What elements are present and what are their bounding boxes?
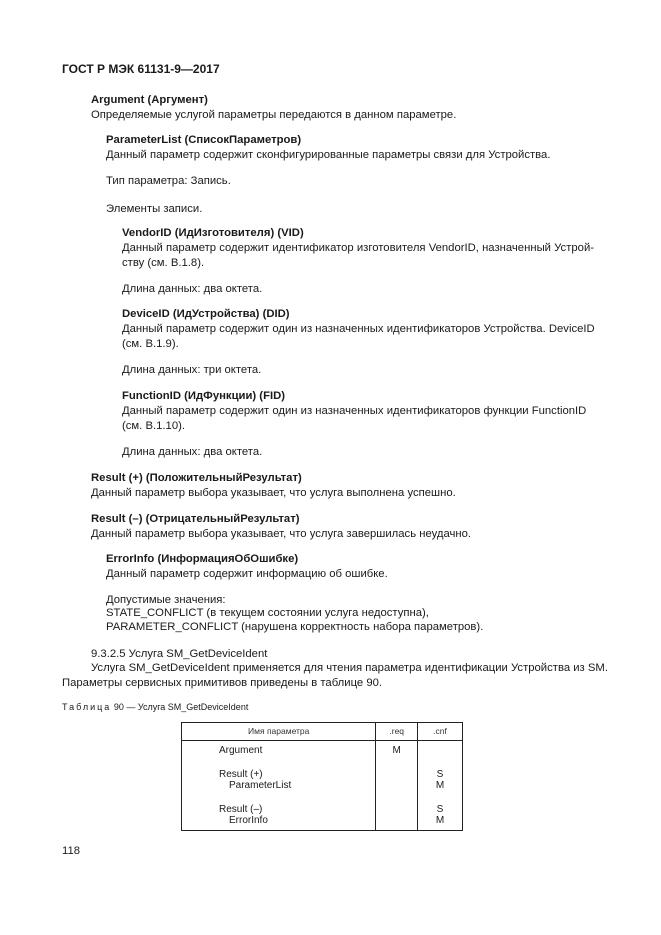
result-positive-title: Result (+) (ПоложительныйРезультат)	[91, 472, 302, 484]
error-info-title: ErrorInfo (ИнформацияОбОшибке)	[106, 553, 299, 565]
device-id-text-line2: (см. B.1.9).	[122, 338, 179, 350]
table-row	[182, 815, 463, 830]
row-req	[376, 792, 418, 816]
parameter-list-text: Данный параметр содержит сконфигурированные параметры связи для Устройства.	[106, 149, 551, 161]
function-id-length: Длина данных: два октета.	[122, 446, 263, 458]
table-row	[182, 757, 463, 781]
table-row	[182, 792, 463, 816]
vendor-id-title: VendorID (ИдИзготовителя) (VID)	[122, 227, 304, 239]
allowed-value-parameter-conflict: PARAMETER_CONFLICT (нарушена корректность набора параметров).	[106, 621, 484, 633]
function-id-text-line1: Данный параметр содержит один из назначенных идентификаторов функции FunctionID	[122, 405, 587, 417]
allowed-value-state-conflict: STATE_CONFLICT (в текущем состоянии услуга недоступна),	[106, 607, 429, 619]
device-id-title: DeviceID (ИдУстройства) (DID)	[122, 308, 290, 320]
allowed-values-label: Допустимые значения:	[106, 594, 226, 606]
function-id-title: FunctionID (ИдФункции) (FID)	[122, 390, 286, 402]
parameter-type: Тип параметра: Запись.	[106, 175, 231, 187]
result-negative-title: Result (–) (ОтрицательныйРезультат)	[91, 513, 300, 525]
table-header-row	[182, 723, 463, 741]
device-id-length: Длина данных: три октета.	[122, 364, 262, 376]
section-heading: 9.3.2.5 Услуга SM_GetDeviceIdent	[91, 648, 268, 660]
row-cnf: S	[418, 792, 463, 816]
row-name: Argument	[182, 741, 376, 757]
row-cnf	[418, 741, 463, 757]
parameter-list-title: ParameterList (СписокПараметров)	[106, 134, 302, 146]
row-name: ErrorInfo	[182, 815, 376, 830]
row-name: Result (+)	[182, 757, 376, 781]
row-req	[376, 757, 418, 781]
table-row	[182, 741, 463, 757]
device-id-text-line1: Данный параметр содержит один из назначенных идентификаторов Устройства. DeviceID	[122, 323, 595, 335]
record-elements: Элементы записи.	[106, 203, 203, 215]
vendor-id-text-line1: Данный параметр содержит идентификатор изготовителя VendorID, назначенный Устрой-	[122, 242, 595, 254]
vendor-id-length: Длина данных: два октета.	[122, 283, 263, 295]
table-row	[182, 780, 463, 792]
argument-title: Argument (Аргумент)	[91, 94, 208, 106]
row-cnf: M	[418, 815, 463, 830]
table-caption-title: 90 — Услуга SM_GetDeviceIdent	[113, 702, 249, 712]
row-req	[376, 815, 418, 830]
result-positive-text: Данный параметр выбора указывает, что услуга выполнена успешно.	[91, 487, 456, 499]
parameter-table	[181, 722, 463, 831]
row-name: ParameterList	[182, 780, 376, 792]
section-text-line1: Услуга SM_GetDeviceIdent применяется для чтения параметра идентификации Устройства из SM.	[91, 662, 608, 674]
table-caption	[62, 700, 248, 716]
header-parameter-name: Имя параметра	[182, 723, 376, 741]
row-cnf: S	[418, 757, 463, 781]
result-negative-text: Данный параметр выбора указывает, что услуга завершилась неудачно.	[91, 528, 472, 540]
error-info-text: Данный параметр содержит информацию об ошибке.	[106, 568, 388, 580]
row-req: M	[376, 741, 418, 757]
argument-text: Определяемые услугой параметры передаются в данном параметре.	[91, 109, 457, 121]
document-header: ГОСТ Р МЭК 61131-9—2017	[62, 62, 220, 76]
table-caption-label: Таблица	[62, 702, 112, 712]
function-id-text-line2: (см. B.1.10).	[122, 420, 186, 432]
section-text-line2: Параметры сервисных примитивов приведены в таблице 90.	[62, 677, 383, 689]
row-name: Result (–)	[182, 792, 376, 816]
header-req: .req	[376, 723, 418, 741]
page-number: 118	[62, 845, 81, 857]
vendor-id-text-line2: ству (см. B.1.8).	[122, 257, 205, 269]
header-cnf: .cnf	[418, 723, 463, 741]
row-req	[376, 780, 418, 792]
row-cnf: M	[418, 780, 463, 792]
